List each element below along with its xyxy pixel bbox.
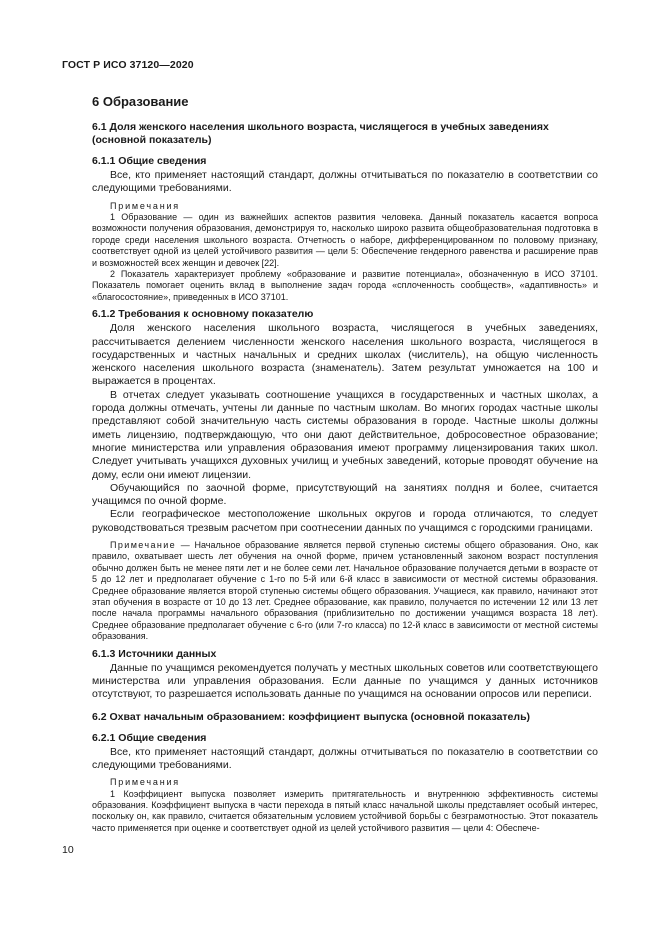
page-number: 10	[62, 844, 74, 856]
note-1: 1 Коэффициент выпуска позволяет измерить притягательность и внутреннюю эффективность системы образования. Коэффициент выпуска в части перехода в пятый класс начальной школы представляет особый интерес, поскольку он, как правило, считается обязательным условием устойчивой борьбы с безграмотностью. Этот показатель часто применяется при оценке и соответствует одной из целей устойчивого развития — цели 4: Обеспече-	[92, 788, 598, 833]
section-6-2-1-intro: Все, кто применяет настоящий стандарт, должны отчитываться по показателю в соответствии со следующими требованиями.	[92, 745, 598, 771]
paragraph: В отчетах следует указывать соотношение учащихся в государственных и частных школах, а города должны отмечать, учтены ли данные по частным школам. Во многих городах частные школы представляют собой значительную часть системы образования в городе. Частные школы должны иметь лицензию, подтверждающую, что они дают действительное, добросовестное образование; многие министерства или управления образования имеют программу лицензирования таких школ. Следует учитывать учащихся духовных училищ и учебных заведений, которые проводят обучение на дому, если они имеют лицензии.	[92, 388, 598, 481]
note-label: Примечание	[110, 540, 177, 550]
section-6-2-1-title: 6.2.1 Общие сведения	[92, 731, 207, 744]
primary-education-note	[92, 540, 598, 643]
notes-label: Примечания	[110, 777, 180, 788]
section-6-1-title: 6.1 Доля женского населения школьного возраста, числящегося в учебных заведениях (основной показатель)	[92, 121, 549, 146]
section-6-1-2-title: 6.1.2 Требования к основному показателю	[92, 308, 314, 321]
section-6-title: 6 Образование	[92, 94, 189, 109]
section-6-1-3-title: 6.1.3 Источники данных	[92, 647, 217, 660]
page-content	[92, 94, 598, 834]
paragraph: Обучающийся по заочной форме, присутствующий на занятиях полдня и более, считается учащимся по очной форме.	[92, 481, 598, 508]
paragraph: Данные по учащимся рекомендуется получать у местных школьных советов или соответствующего министерства или управления образования. Если данные по учащимся у данных источников отсутствуют, то разрешается использовать данные по учащимся на основании опросов или переписи.	[92, 661, 598, 701]
standard-header: ГОСТ Р ИСО 37120—2020	[62, 59, 194, 71]
note-1: 1 Образование — один из важнейших аспектов развития человека. Данный показатель касается вопроса возможности получения образования, демонстрируя то, насколько широко развита общеобразовательная подготовка в городе среди населения школьного возраста. Отчетность о наборе, дифференцированном по половому признаку, соответствует одной из целей устойчивого развития — цели 5: Обеспечение гендерного равенства и расширение прав и возможностей всех женщин и девочек [22].	[92, 212, 598, 268]
paragraph: Доля женского населения школьного возраста, числящегося в учебных заведениях, рассчитывается делением численности женского населения школьного возраста, числящегося в государственных и частных начальных и средних школах (числитель), на общую численность женского населения школьного возраста (знаменатель). Затем результат умножается на 100 и выражается в процентах.	[92, 322, 598, 388]
section-6-1-1-intro: Все, кто применяет настоящий стандарт, должны отчитываться по показателю в соответствии со следующими требованиями.	[92, 169, 598, 195]
section-6-2-title: 6.2 Охват начальным образованием: коэффициент выпуска (основной показатель)	[92, 710, 531, 723]
paragraph: Если географическое местоположение школьных округов и города отличаются, то следует руководствоваться трезвым расчетом при соотнесении данных по учащимся с городскими границами.	[92, 508, 598, 534]
section-6-1-1-title: 6.1.1 Общие сведения	[92, 155, 207, 167]
note-text: — Начальное образование является первой ступенью системы общего образования. Оно, как правило, охватывает шесть лет обучения на очной форме, причем установленный законом возраст поступления обычно должен быть не менее пяти лет и не более семи лет. Начальное образование получается детьми в возрасте от 5 до 12 лет и предполагает обучение с 1-го по 5-й или 6-й класс в зависимости от местной системы образования. Среднее образование является второй ступенью системы общего образования. Учащиеся, как правило, начинают этот этап обучения в возрасте от 10 до 13 лет. Среднее образование, как правило, получается по истечении 12 или 13 лет после начала программы начального образования (приблизительно по достижении учащимся возраста 18 лет). Среднее образование предполагает обучение с 6-го (или 7-го класса) по 12-й класс в зависимости от местной системы образования.	[92, 540, 598, 642]
notes-label: Примечания	[110, 200, 180, 211]
note-2: 2 Показатель характеризует проблему «образование и развитие потенциала», обозначенную в ИСО 37101. Показатель помогает оценить вклад в выполнение задач города «сплоченность сообществ», «адаптивность» и «благосостояние», приведенных в ИСО 37101.	[92, 269, 598, 302]
